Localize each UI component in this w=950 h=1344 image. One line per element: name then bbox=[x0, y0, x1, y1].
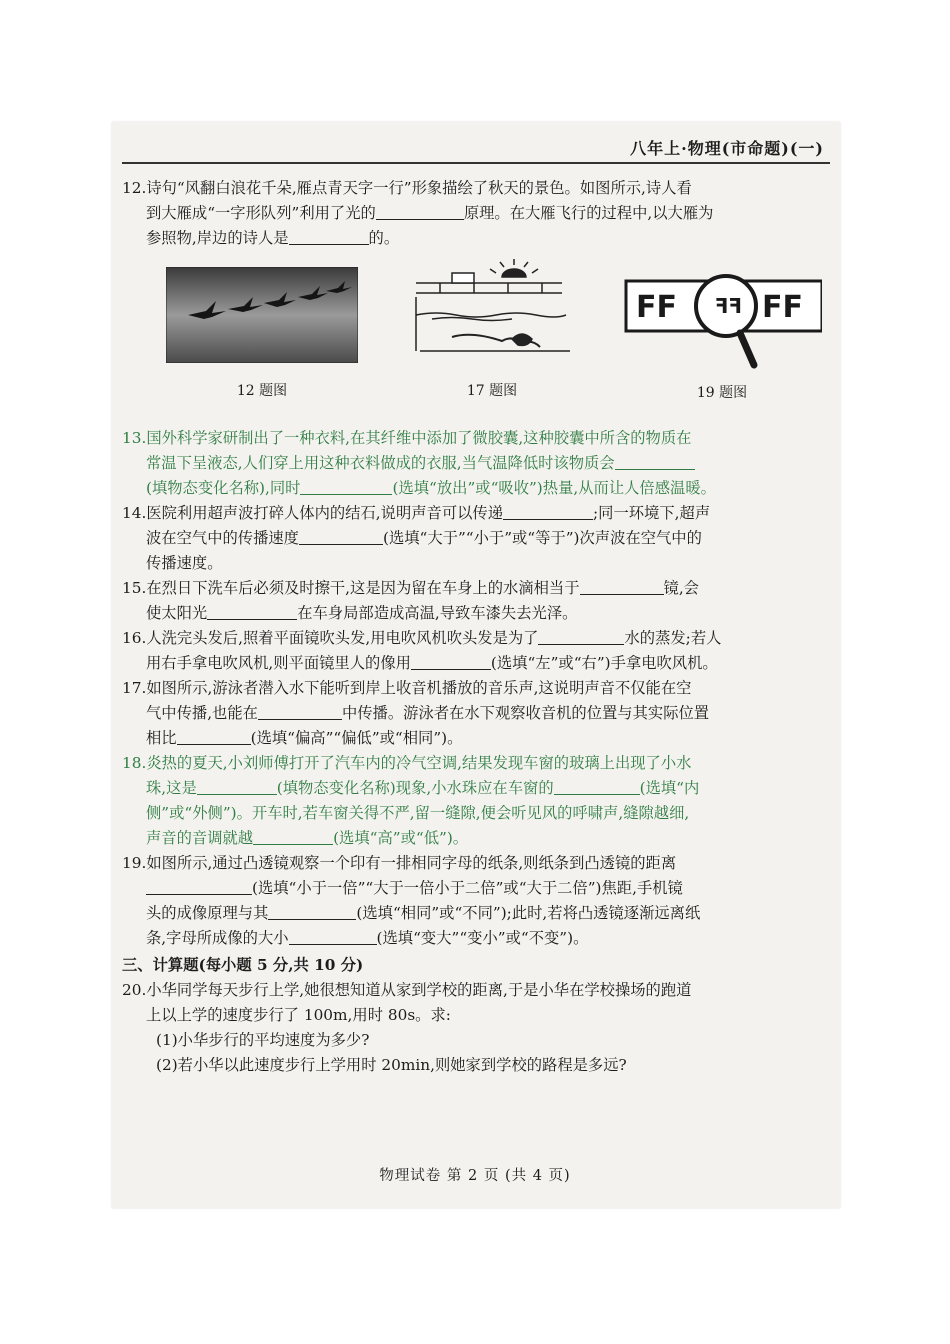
q12-text: 参照物,岸边的诗人是 bbox=[146, 229, 289, 247]
answer-blank[interactable] bbox=[411, 653, 491, 670]
q14-text: 波在空气中的传播速度 bbox=[146, 529, 299, 547]
answer-blank[interactable] bbox=[299, 528, 383, 545]
questions-area bbox=[122, 176, 830, 1078]
answer-blank[interactable] bbox=[503, 503, 593, 520]
q13-text: 常温下呈液态,人们穿上用这种衣料做成的衣服,当气温降低时该物质会 bbox=[146, 454, 615, 472]
q18-text: 声音的音调就越 bbox=[146, 829, 254, 847]
q14-text: 传播速度。 bbox=[146, 554, 223, 572]
q20-text: 20.小华同学每天步行上学,她很想知道从家到学校的距离,于是小华在学校操场的跑道 bbox=[122, 981, 692, 999]
answer-blank[interactable] bbox=[146, 878, 252, 895]
section-title: 三、计算题(每小题 5 分,共 10 分) bbox=[122, 956, 364, 974]
question-16 bbox=[122, 626, 830, 676]
q16-text: 水的蒸发;若人 bbox=[624, 629, 722, 647]
q13-text: (填物态变化名称),同时 bbox=[146, 479, 301, 497]
figure-17-caption: 17 题图 bbox=[466, 383, 518, 399]
q18-text: 侧”或“外侧”)。开车时,若车窗关得不严,留一缝隙,便会听见风的呼啸声,缝隙越细, bbox=[146, 804, 690, 822]
figure-19 bbox=[622, 269, 822, 401]
page-footer: 物理试卷 第 2 页 (共 4 页) bbox=[379, 1168, 571, 1184]
q16-text: 用右手拿电吹风机,则平面镜里人的像用 bbox=[146, 654, 411, 672]
q19-text: (选填“小于一倍”“大于一倍小于二倍”或“大于二倍”)焦距,手机镜 bbox=[252, 879, 683, 897]
answer-blank[interactable] bbox=[268, 903, 356, 920]
answer-blank[interactable] bbox=[253, 828, 333, 845]
q20-part-1: (1)小华步行的平均速度为多少? bbox=[156, 1031, 370, 1049]
q19-text: (选填“变大”“变小”或“不变”)。 bbox=[376, 929, 589, 947]
answer-blank[interactable] bbox=[289, 228, 369, 245]
q19-text: 19.如图所示,通过凸透镜观察一个印有一排相同字母的纸条,则纸条到凸透镜的距离 bbox=[122, 854, 677, 872]
question-14 bbox=[122, 501, 830, 576]
q17-text: 气中传播,也能在 bbox=[146, 704, 258, 722]
q19-text: 条,字母所成像的大小 bbox=[146, 929, 289, 947]
question-19 bbox=[122, 851, 830, 951]
q15-text: 15.在烈日下洗车后必须及时擦干,这是因为留在车身上的水滴相当于 bbox=[122, 579, 580, 597]
question-12 bbox=[122, 176, 830, 251]
q18-text: 18.炎热的夏天,小刘师傅打开了汽车内的冷气空调,结果发现车窗的玻璃上出现了小水 bbox=[122, 754, 692, 772]
q14-text: (选填“大于”“小于”或“等于”)次声波在空气中的 bbox=[382, 529, 702, 547]
q18-text: 珠,这是 bbox=[146, 779, 197, 797]
question-13 bbox=[122, 426, 830, 501]
q18-text: (填物态变化名称)现象,小水珠应在车窗的 bbox=[276, 779, 554, 797]
answer-blank[interactable] bbox=[300, 478, 392, 495]
q13-text: 13.国外科学家研制出了一种衣料,在其纤维中添加了微胶囊,这种胶囊中所含的物质在 bbox=[122, 429, 692, 447]
left-letters: FF bbox=[636, 290, 677, 325]
question-15 bbox=[122, 576, 830, 626]
answer-blank[interactable] bbox=[376, 203, 464, 220]
q15-text: 使太阳光 bbox=[146, 604, 208, 622]
page-header bbox=[122, 132, 830, 162]
q19-text: (选填“相同”或“不同”);此时,若将凸透镜逐渐远离纸 bbox=[356, 904, 701, 922]
figure-19-caption: 19 题图 bbox=[696, 385, 748, 401]
q18-text: (选填“内 bbox=[639, 779, 700, 797]
q12-text: 到大雁成“一字形队列”利用了光的 bbox=[146, 204, 376, 222]
lens-letters: FF bbox=[714, 294, 742, 318]
answer-blank[interactable] bbox=[207, 603, 297, 620]
q12-text: 的。 bbox=[368, 229, 400, 247]
right-letters: FF bbox=[762, 290, 803, 325]
q14-text: 14.医院利用超声波打碎人体内的结石,说明声音可以传递 bbox=[122, 504, 504, 522]
geese-photo-icon bbox=[166, 267, 358, 363]
q17-text: 相比 bbox=[146, 729, 177, 747]
q14-text: ;同一环境下,超声 bbox=[593, 504, 711, 522]
swimmer-radio-icon bbox=[412, 259, 572, 369]
q17-text: (选填“偏高”“偏低”或“相同”)。 bbox=[250, 729, 463, 747]
q12-text: 12.诗句“风翻白浪花千朵,雁点青天字一行”形象描绘了秋天的景色。如图所示,诗人看 bbox=[122, 179, 692, 197]
answer-blank[interactable] bbox=[289, 928, 377, 945]
magnifier-letters-icon bbox=[622, 269, 822, 379]
answer-blank[interactable] bbox=[538, 628, 624, 645]
q19-text: 头的成像原理与其 bbox=[146, 904, 269, 922]
answer-blank[interactable] bbox=[258, 703, 342, 720]
q16-text: (选填“左”或“右”)手拿电吹风机。 bbox=[490, 654, 718, 672]
header-rule bbox=[122, 162, 830, 164]
q17-text: 中传播。游泳者在水下观察收音机的位置与其实际位置 bbox=[341, 704, 710, 722]
figure-12 bbox=[166, 267, 358, 399]
q13-text: (选填“放出”或“吸收”)热量,从而让人倍感温暖。 bbox=[392, 479, 716, 497]
answer-blank[interactable] bbox=[554, 778, 640, 795]
question-17 bbox=[122, 676, 830, 751]
question-18 bbox=[122, 751, 830, 851]
figure-17 bbox=[412, 259, 572, 399]
figure-row bbox=[122, 259, 830, 424]
q20-part-2: (2)若小华以此速度步行上学用时 20min,则她家到学校的路程是多远? bbox=[156, 1056, 627, 1074]
q16-text: 16.人洗完头发后,照着平面镜吹头发,用电吹风机吹头发是为了 bbox=[122, 629, 539, 647]
answer-blank[interactable] bbox=[615, 453, 695, 470]
header-title: 八年上·物理(市命题)(一) bbox=[630, 139, 824, 158]
q17-text: 17.如图所示,游泳者潜入水下能听到岸上收音机播放的音乐声,这说明声音不仅能在空 bbox=[122, 679, 692, 697]
answer-blank[interactable] bbox=[197, 778, 277, 795]
q20-text: 上以上学的速度步行了 100m,用时 80s。求: bbox=[146, 1006, 451, 1024]
q15-text: 在车身局部造成高温,导致车漆失去光泽。 bbox=[297, 604, 578, 622]
question-20 bbox=[122, 978, 830, 1078]
figure-12-caption: 12 题图 bbox=[236, 383, 288, 399]
answer-blank[interactable] bbox=[580, 578, 664, 595]
q18-text: (选填“高”或“低”)。 bbox=[333, 829, 469, 847]
answer-blank[interactable] bbox=[177, 728, 251, 745]
q15-text: 镜,会 bbox=[663, 579, 699, 597]
q12-text: 原理。在大雁飞行的过程中,以大雁为 bbox=[463, 204, 714, 222]
